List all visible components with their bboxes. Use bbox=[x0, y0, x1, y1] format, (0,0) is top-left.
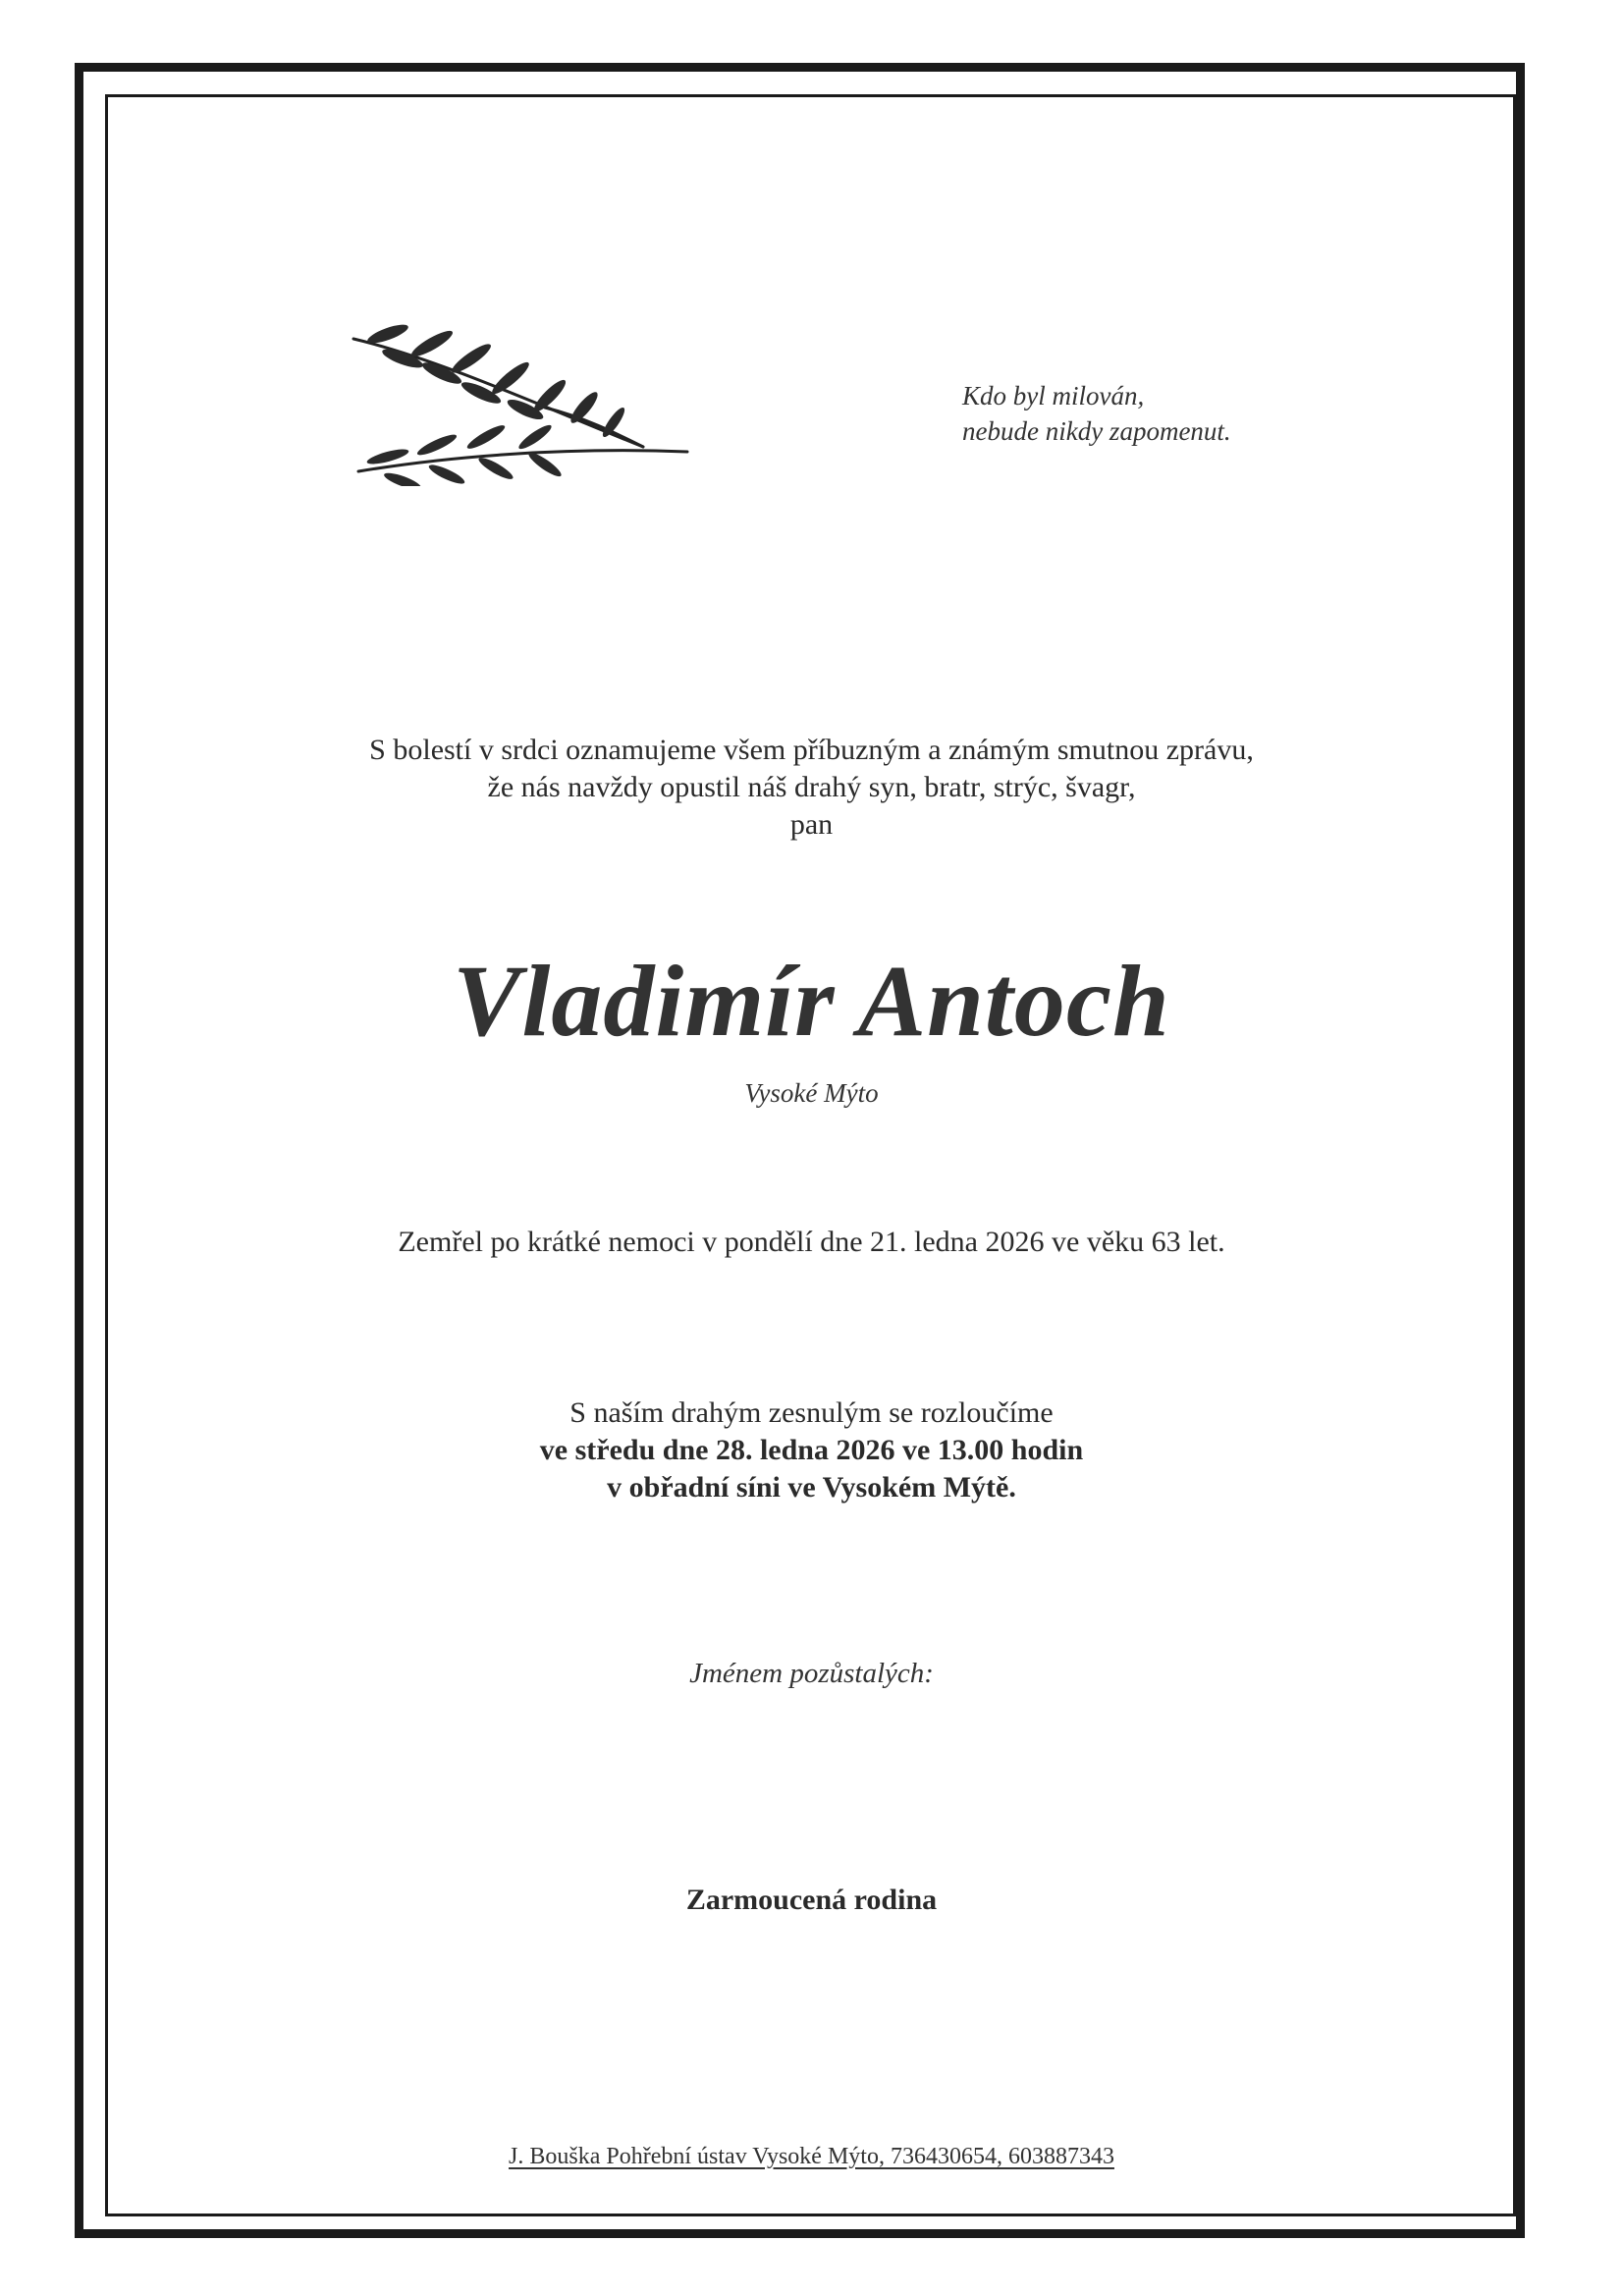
olive-branch-icon bbox=[349, 300, 692, 486]
on-behalf-label: Jménem pozůstalých: bbox=[689, 1658, 934, 1689]
intro-line-3: pan bbox=[789, 808, 834, 841]
funeral-home-footer: J. Bouška Pohřební ústav Vysoké Mýto, 736430654, 603887343 bbox=[509, 2144, 1114, 2169]
intro-line-1: S bolestí v srdci oznamujeme všem příbuzným a známým smutnou zprávu, bbox=[369, 734, 1254, 766]
death-notice: Zemřel po krátké nemoci v pondělí dne 21. ledna 2026 ve věku 63 let. bbox=[398, 1226, 1225, 1258]
signature: Zarmoucená rodina bbox=[685, 1884, 938, 1916]
motto-line-2: nebude nikdy zapomenut. bbox=[962, 416, 1231, 446]
deceased-name: Vladimír Antoch bbox=[453, 945, 1170, 1058]
farewell-place: v obřadní síni ve Vysokém Mýtě. bbox=[607, 1471, 1016, 1503]
farewell-date: ve středu dne 28. ledna 2026 ve 13.00 hodin bbox=[539, 1434, 1084, 1466]
farewell-line-1: S naším drahým zesnulým se rozloučíme bbox=[569, 1396, 1054, 1429]
motto bbox=[962, 378, 1231, 449]
deceased-town: Vysoké Mýto bbox=[744, 1078, 879, 1108]
motto-line-1: Kdo byl milován, bbox=[962, 381, 1145, 410]
intro-text bbox=[0, 732, 1623, 844]
farewell-info bbox=[0, 1394, 1623, 1506]
intro-line-2: že nás navždy opustil náš drahý syn, bratr, strýc, švagr, bbox=[487, 771, 1136, 803]
